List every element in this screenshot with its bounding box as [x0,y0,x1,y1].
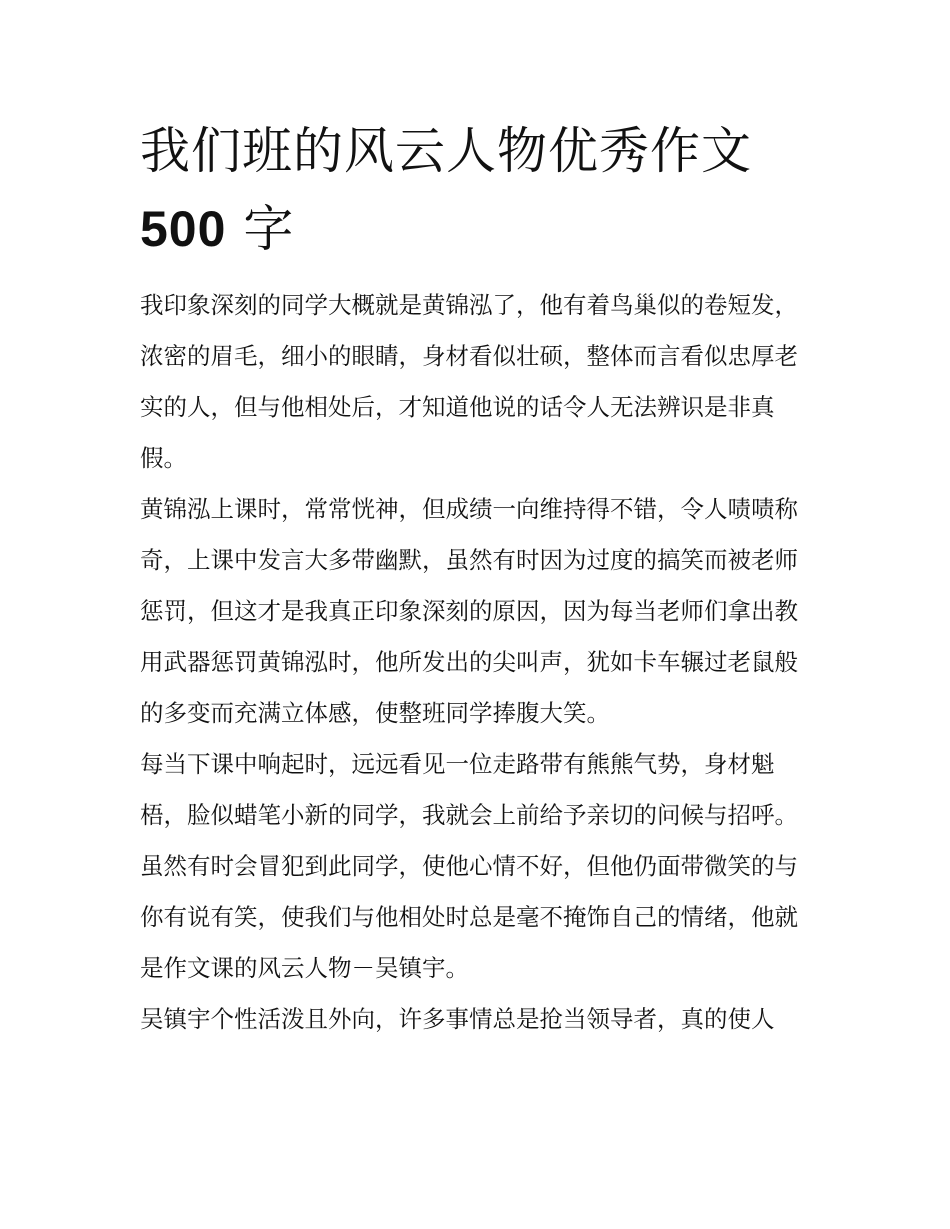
title-text: 我们班的风云人物优秀作文 [140,122,752,180]
paragraph-4: 吴镇宇个性活泼且外向，许多事情总是抢当领导者，真的使人 [140,1005,775,1033]
paragraph-2: 黄锦泓上课时，常常恍神，但成绩一向维持得不错，令人啧啧称奇，上课中发言大多带幽默，虽然有时因为过度的搞笑而被老师惩罚，但这才是我真正印象深刻的原因，因为每当老师们拿出教用武器惩罚黄锦泓时，他所发出的尖叫声，犹如卡车辗过老鼠般的多变而充满立体感，使整班同学捧腹大笑。 [140,495,798,727]
paragraph-3: 每当下课中响起时，远远看见一位走路带有熊熊气势，身材魁梧，脸似蜡笔小新的同学，我就会上前给予亲切的问候与招呼。虽然有时会冒犯到此同学，使他心情不好，但他仍面带微笑的与你有说有笑，使我们与他相处时总是毫不掩饰自己的情绪，他就是作文课的风云人物－吴镇宇。 [140,750,798,982]
document-title [140,112,820,268]
title-unit: 字 [226,200,295,258]
document-body [140,280,820,1045]
title-number: 500 [140,201,227,257]
paragraph-1: 我印象深刻的同学大概就是黄锦泓了，他有着鸟巢似的卷短发，浓密的眉毛，细小的眼睛，身材看似壮硕，整体而言看似忠厚老实的人，但与他相处后，才知道他说的话令人无法辨识是非真假。 [140,291,798,472]
